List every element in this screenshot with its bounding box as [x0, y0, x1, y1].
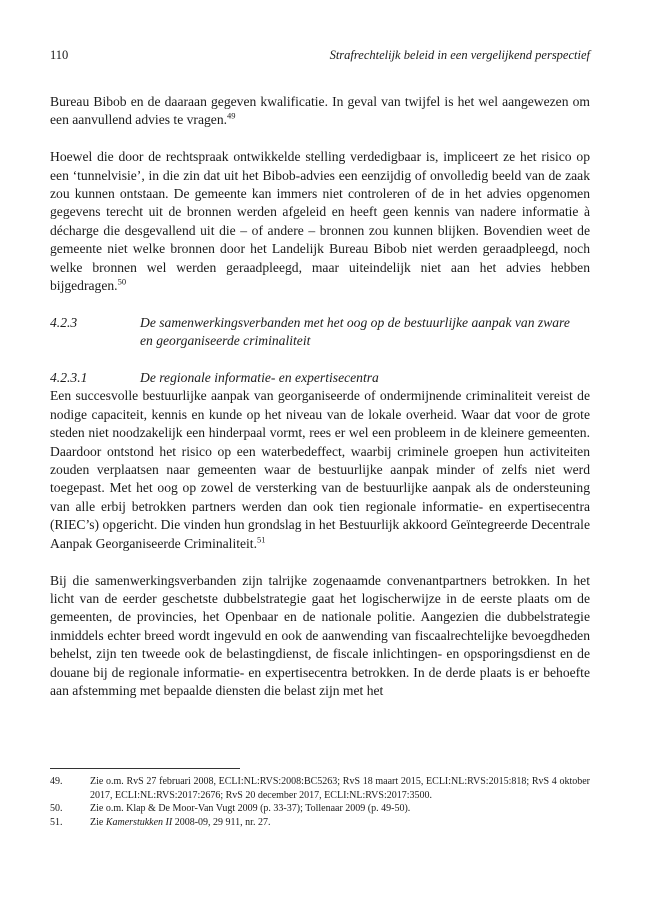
footnote-number: 50.	[50, 803, 63, 814]
footnote-divider	[50, 768, 240, 769]
subsection-title: De regionale informatie- en expertisecentra	[140, 370, 379, 386]
section-number: 4.2.3	[50, 314, 78, 330]
paragraph-4-text: Bij die samenwerkingsverbanden zijn talrijke zogenaamde convenantpartners betrokken. In het licht van de eerder geschetste dubbelstrategie gaat het logischerwijze in de eerste plaats om de gemeenten, de provincies, het Openbaar en de nationale politie. Aangezien die dubbelstrategie inmiddels echter breed wordt ingevuld en ook de aanwending van fiscaalrechtelijke bevoegdheden behelst, zijn ten tweede ook de belastingdienst, de fiscale inlichtingen- en opsporingsdienst en de douane bij de regionale informatie- en expertisecentra betrokken. In de derde plaats is er behoefte aan afstemming met bepaalde diensten die belast zijn met het	[50, 572, 590, 698]
footnote-number: 51.	[50, 816, 63, 828]
section-heading-4-2-3	[50, 314, 590, 351]
paragraph-1	[50, 93, 590, 130]
footnote-text: Zie o.m. RvS 27 februari 2008, ECLI:NL:RVS:2008:BC5263; RvS 18 maart 2015, ECLI:NL:RVS:2015:818; RvS 4 oktober 2017, ECLI:NL:RVS:2017:2676; RvS 20 december 2017, ECLI:NL:RVS:2017:3500.	[90, 776, 590, 801]
footnote-ref-50[interactable]: 50	[117, 276, 127, 287]
subsection-number: 4.2.3.1	[50, 370, 88, 386]
subsection-heading-4-2-3-1	[50, 369, 590, 387]
paragraph-2	[50, 148, 590, 295]
footnote-49	[50, 775, 590, 802]
page-number: 110	[50, 48, 69, 62]
running-title: Strafrechtelijk beleid in een vergelijkend perspectief	[329, 48, 590, 62]
paragraph-1-text: Bureau Bibob en de daaraan gegeven kwalificatie. In geval van twijfel is het wel aangewezen om een aanvullend advies te vragen.	[50, 94, 590, 128]
paragraph-2-text: Hoewel die door de rechtspraak ontwikkelde stelling verdedigbaar is, impliceert ze het risico op een ‘tunnelvisie’, in die zin dat uit het Bibob-advies een eenzijdig of onvolledig beeld van de zaak zou kunnen ontstaan. De gemeente kan immers niet controleren of de in het advies opgenomen gegevens terecht uit de bronnen werden afgeleid en heeft geen kennis van nadere informatie à décharge die desgevallend uit die – of andere – bronnen zou kunnen blijken. Bovendien weet de gemeente niet welke bronnen door het Landelijk Bureau Bibob niet werden geraadpleegd, noch welke bronnen wel werden geraadpleegd, maar uiteindelijk niet aan het advies hebben bijgedragen.	[50, 149, 590, 294]
body-text	[50, 93, 590, 700]
footnote-text: Zie o.m. Klap & De Moor-Van Vugt 2009 (p. 33-37); Tollenaar 2009 (p. 49-50).	[90, 803, 411, 814]
footnote-ref-51[interactable]: 51	[257, 534, 266, 545]
footnote-number: 49.	[50, 776, 63, 787]
footnote-51	[50, 816, 590, 830]
footnote-50	[50, 802, 590, 816]
footnotes	[50, 768, 590, 829]
journal-title: Kamerstukken II	[105, 816, 173, 828]
footnote-ref-49[interactable]: 49	[227, 110, 236, 121]
paragraph-4	[50, 572, 590, 701]
paragraph-3-text: Een succesvolle bestuurlijke aanpak van georganiseerde of ondermijnende criminaliteit vereist de nodige capaciteit, kennis en kunde op het niveau van de lokale overheid. Waar dat voor de grote steden niet noodzakelijk een hinderpaal vormt, rees er wel een probleem in de kleinere gemeenten. Daardoor ontstond het risico op een waterbedeffect, waarbij criminele groepen hun activiteiten zouden verplaatsen naar gemeenten waar de bestuurlijke aanpak minder of zelfs niet werd toegepast. Met het oog op zowel de versterking van de bestuurlijke aanpak als de ondersteuning van alle erbij betrokken partners werden dan ook tien regionale informatie- en expertisecentra (RIEC’s) opgericht. Die vinden hun grondslag in het Bestuurlijk akkoord Geïntegreerde Decentrale Aanpak Georganiseerde Criminaliteit.	[50, 388, 590, 551]
section-title: De samenwerkingsverbanden met het oog op de bestuurlijke aanpak van zware en georganiseerde criminaliteit	[140, 314, 570, 349]
footnote-text: Zie Kamerstukken II 2008-09, 29 911, nr. 27.	[90, 816, 271, 828]
paragraph-3	[50, 387, 590, 553]
